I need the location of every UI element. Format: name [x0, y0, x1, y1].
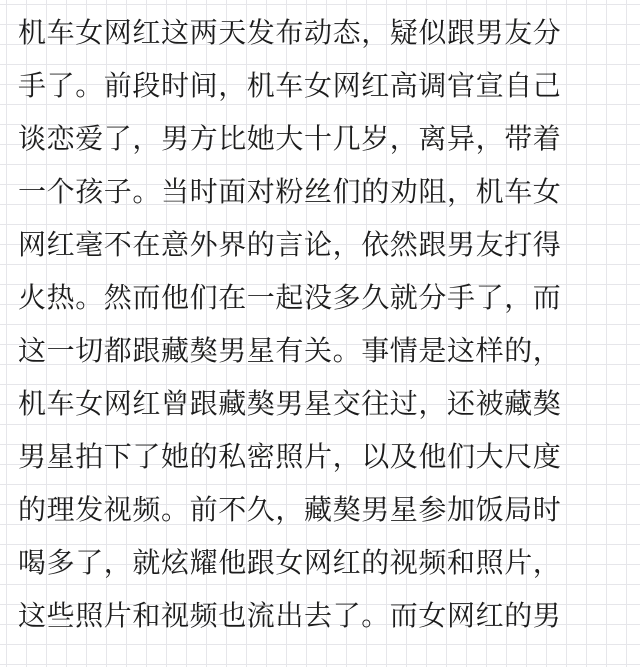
- text-line: 机车女网红曾跟藏獒男星交往过，还被藏獒: [18, 387, 562, 420]
- article-body: [18, 0, 628, 642]
- text-line: 喝多了，就炫耀他跟女网红的视频和照片，: [18, 546, 562, 579]
- text-line: 这些照片和视频也流出去了。而女网红的男: [18, 599, 562, 632]
- text-line: 火热。然而他们在一起没多久就分手了，而: [18, 281, 562, 314]
- text-line: 机车女网红这两天发布动态，疑似跟男友分: [18, 16, 562, 49]
- text-line: 的理发视频。前不久，藏獒男星参加饭局时: [18, 493, 562, 526]
- text-line: 一个孩子。当时面对粉丝们的劝阻，机车女: [18, 175, 562, 208]
- text-line: 谈恋爱了，男方比她大十几岁，离异，带着: [18, 122, 562, 155]
- text-line: 这一切都跟藏獒男星有关。事情是这样的，: [18, 334, 562, 367]
- text-line: 男星拍下了她的私密照片，以及他们大尺度: [18, 440, 562, 473]
- text-line: 手了。前段时间，机车女网红高调官宣自己: [18, 69, 562, 102]
- text-line: 网红毫不在意外界的言论，依然跟男友打得: [18, 228, 562, 261]
